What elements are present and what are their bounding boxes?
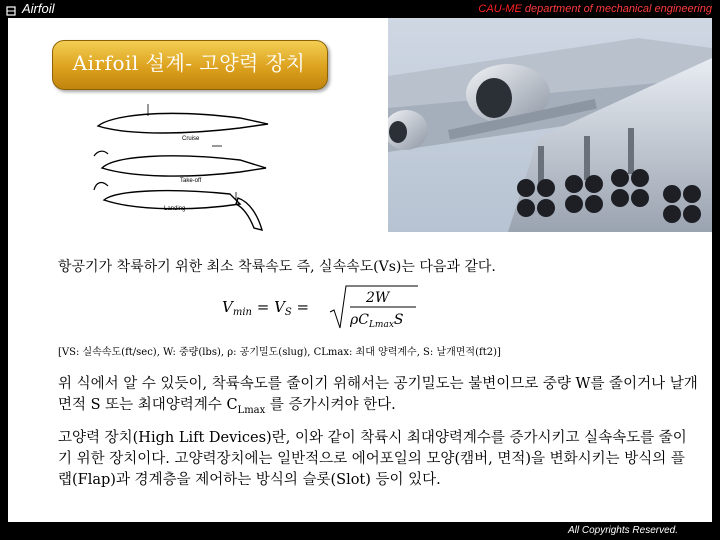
landing-flap xyxy=(236,198,262,230)
formula-vmin: V xyxy=(222,298,233,316)
course-label-group xyxy=(6,1,55,17)
formula-denom-s: S xyxy=(393,312,404,328)
tool-icon xyxy=(6,4,16,14)
paragraph-high-lift-devices: 고양력 장치(High Lift Devices)란, 이와 같이 착륙시 최대양력계수를 증가시키고 실속속도를 줄이기 위한 장치이다. 고양력장치에는 일반적으로 에어포일의 모양(캠버, 면적)을 변화시키는 방식의 플랩(Flap)과 경계층을 제어하는 방식의 슬롯(Slot) 등이 있다. xyxy=(58,430,687,488)
department-acronym: CAU-ME xyxy=(478,3,522,15)
formula-numerator: 2W xyxy=(366,290,390,306)
landing-label: Landing xyxy=(164,206,186,212)
paragraph-stall-speed-intro: 항공기가 착륙하기 위한 최소 착륙속도 즉, 실속속도(Vs)는 다음과 같다. xyxy=(58,259,496,275)
takeoff-airfoil xyxy=(102,156,266,176)
airfoil-flap-diagram xyxy=(90,98,286,246)
p2-text-end: 를 증가시켜야 한다. xyxy=(265,397,396,413)
slide-title: Airfoil 설계- 고양력 장치 xyxy=(72,51,306,75)
formula-vs: V xyxy=(274,298,285,316)
takeoff-slat xyxy=(94,151,108,156)
left-border xyxy=(0,18,8,522)
formula-vs-sub: S xyxy=(284,307,292,318)
formula-denom-rho: ρC xyxy=(350,312,369,328)
cruise-label: Cruise xyxy=(182,136,200,142)
course-title: Airfoil xyxy=(22,1,55,16)
formula-denom-sub: Lmax xyxy=(368,320,394,330)
copyright-text: All Copyrights Reserved. xyxy=(567,525,678,536)
variable-legend: [VS: 실속속도(ft/sec), W: 중량(lbs), ρ: 공기밀도(slug), CLmax: 최대 양력계수, S: 날개면적(ft2)] xyxy=(58,347,501,358)
formula-vmin-sub: min xyxy=(232,307,252,318)
aircraft-landing-photo xyxy=(388,18,712,232)
landing-slat xyxy=(94,183,108,190)
svg-text:ρCLmaxS xyxy=(349,312,404,330)
p2-clmax-sub: Lmax xyxy=(237,404,266,416)
photo-engine-1-intake xyxy=(476,78,512,118)
department-label xyxy=(478,2,712,16)
paragraph-landing-speed xyxy=(58,374,698,421)
p2-text-start: 위 식에서 알 수 있듯이, 착륙속도를 줄이기 위해서는 공기밀도는 불변이므로 중량 W를 줄이거나 날개면적 S 또는 최대양력계수 C xyxy=(58,376,698,413)
formula-eq1: = xyxy=(251,298,275,316)
svg-text:Vmin = VS = xyxy=(222,298,309,318)
formula-eq2: = xyxy=(291,298,310,316)
takeoff-label: Take-off xyxy=(180,178,202,184)
right-border xyxy=(712,18,720,522)
photo-engine-2-intake xyxy=(389,121,407,143)
cruise-airfoil xyxy=(98,113,268,133)
stall-speed-formula xyxy=(222,282,422,332)
department-name: department of mechanical engineering xyxy=(521,3,712,15)
header-bar xyxy=(0,0,720,18)
footer-bar xyxy=(0,522,720,540)
